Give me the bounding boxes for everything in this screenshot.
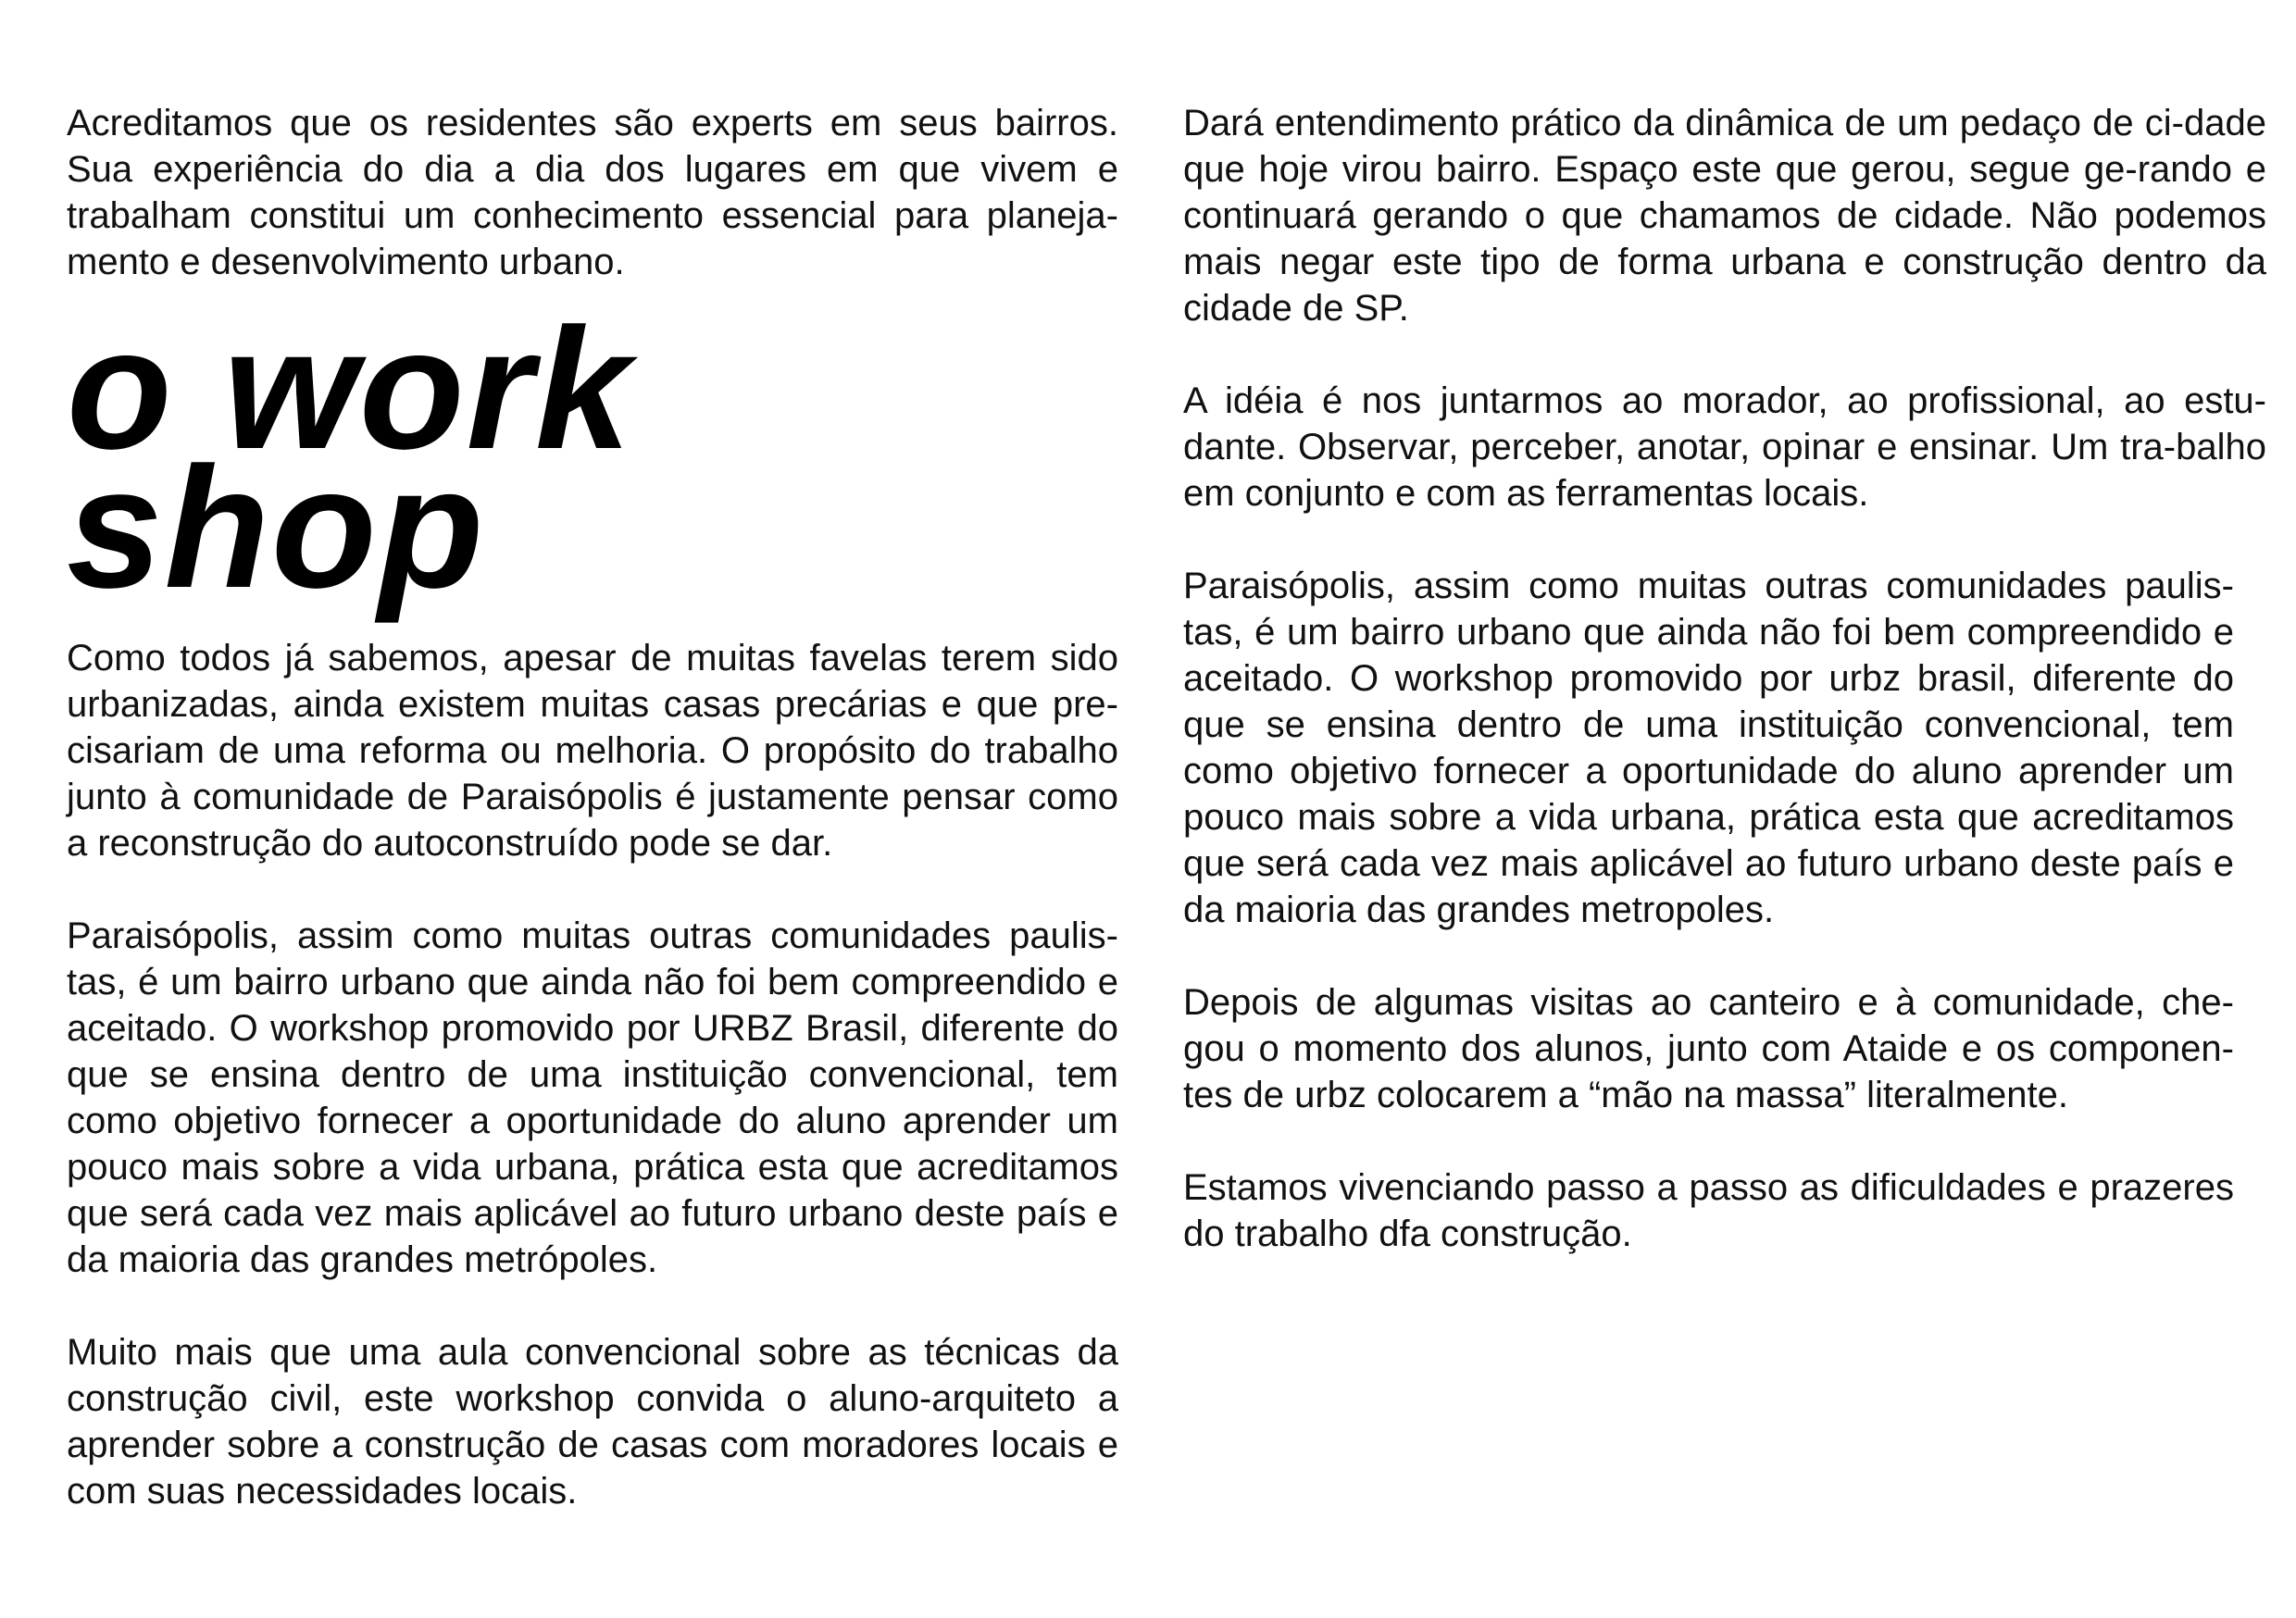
left-paragraph-3: Muito mais que uma aula convencional sobre as técnicas da construção civil, este workshop convida o aluno-arquiteto a aprender sobre a construção de casas com moradores locais e com suas necessidades locais.	[67, 1332, 1118, 1512]
left-paragraph-1: Como todos já sabemos, apesar de muitas favelas terem sido urbanizadas, ainda existem muitas casas precárias e que pre-cisariam de uma reforma ou melhoria. O propósito do trabalho junto à comunidade de Paraisópolis é justamente pensar como a reconstrução do autoconstruído pode se dar.	[67, 638, 1118, 864]
right-paragraph-4: Depois de algumas visitas ao canteiro e à comunidade, che-gou o momento dos alunos, junto com Ataide e os componen-tes de urbz colocarem a “mão na massa” literalmente.	[1183, 982, 2234, 1115]
right-paragraph-3: Paraisópolis, assim como muitas outras comunidades paulis-tas, é um bairro urbano que ainda não foi bem compreendido e aceitado. O workshop promovido por urbz brasil, diferente do que se ensina dentro de uma instituição convencional, tem como objetivo fornecer a oportunidade do aluno aprender um pouco mais sobre a vida urbana, prática esta que acreditamos que será cada vez mais aplicável ao futuro urbano deste país e da maioria das grandes metropoles.	[1183, 566, 2234, 930]
right-column	[1183, 100, 2266, 1257]
left-paragraph-2: Paraisópolis, assim como muitas outras comunidades paulis-tas, é um bairro urbano que ainda não foi bem compreendido e aceitado. O workshop promovido por URBZ Brasil, diferente do que se ensina dentro de uma instituição convencional, tem como objetivo fornecer a oportunidade do aluno aprender um pouco mais sobre a vida urbana, prática esta que acreditamos que será cada vez mais aplicável ao futuro urbano deste país e da maioria das grandes metrópoles.	[67, 915, 1118, 1280]
right-paragraph-5: Estamos vivenciando passo a passo as dificuldades e prazeres do trabalho dfa construção.	[1183, 1167, 2234, 1254]
title-line-2: shop	[67, 432, 486, 624]
intro-paragraph: Acreditamos que os residentes são experts em seus bairros. Sua experiência do dia a dia dos lugares em que vivem e trabalham constitui um conhecimento essencial para planeja-mento e desenvolvimento urbano.	[67, 103, 1118, 282]
title-line-1: o work	[67, 293, 633, 485]
right-paragraph-2: A idéia é nos juntarmos ao morador, ao profissional, ao estu-dante. Observar, perceber, anotar, opinar e ensinar. Um tra-balho em conjunto e com as ferramentas locais.	[1183, 380, 2266, 514]
page-title	[67, 293, 1118, 624]
right-paragraph-1: Dará entendimento prático da dinâmica de um pedaço de ci-dade que hoje virou bairro. Espaço este que gerou, segue ge-rando e continuará gerando o que chamamos de cidade. Não podemos mais negar este tipo de forma urbana e construção dentro da cidade de SP.	[1183, 103, 2266, 329]
left-column	[67, 100, 1118, 1514]
